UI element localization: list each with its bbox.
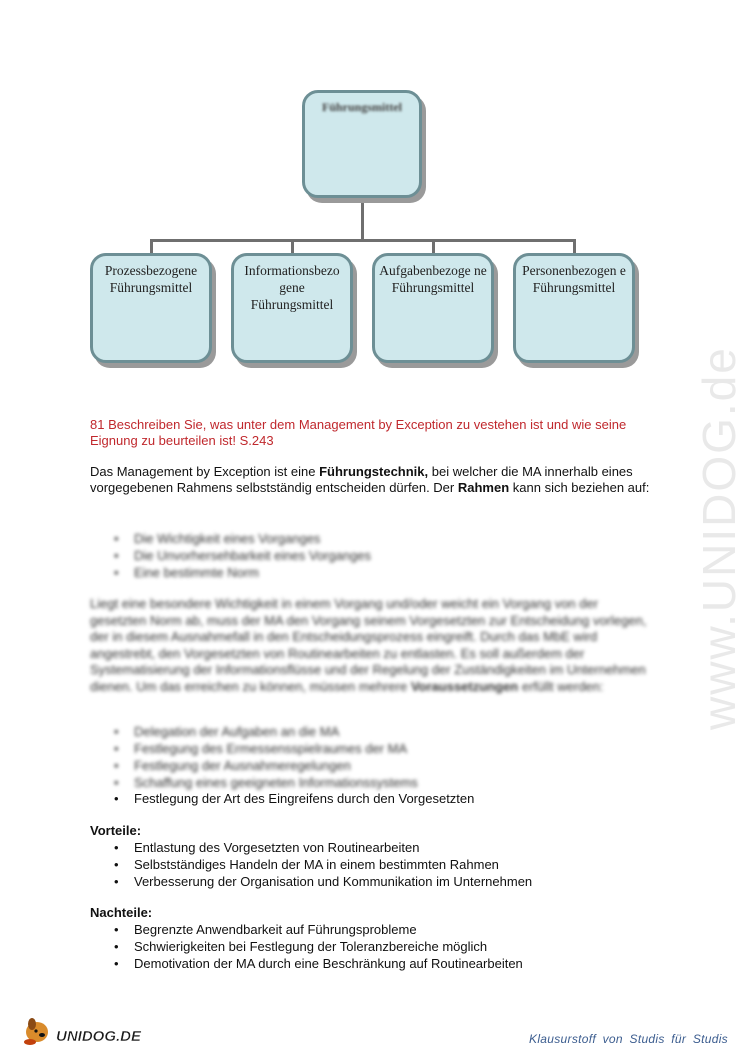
rahmen-list [90, 530, 650, 581]
intro-text-2: bei welcher die MA innerhalb eines vorgegebenen Rahmens selbstständig entscheiden dürfen. Der [90, 464, 633, 495]
connector-child-3 [432, 239, 435, 254]
vorteile-heading: Vorteile: [90, 823, 142, 838]
footer-tagline: Klausurstoff von Studis für Studis [529, 1032, 728, 1046]
logo-text: UNIDOG.DE [56, 1028, 142, 1045]
watermark-text: www.UNIDOG.de [693, 346, 745, 730]
list-item: • Schwierigkeiten bei Festlegung der Toleranzbereiche möglich [90, 938, 650, 955]
diagram-root-node [302, 90, 422, 198]
dog-logo-icon [22, 1012, 162, 1048]
diagram-node-aufgaben [372, 253, 494, 363]
list-item: • Delegation der Aufgaben an die MA [90, 723, 650, 740]
list-item: • Schaffung eines geeigneten Informationssystems [90, 774, 650, 791]
question-heading: 81 Beschreiben Sie, was unter dem Management by Exception zu vestehen ist und wie seine Eignung zu beurteilen ist! S.243 [90, 417, 627, 448]
blurred-paragraph-text: Liegt eine besondere Wichtigkeit in einem Vorgang und/oder weicht ein Vorgang von der gesetzten Norm ab, muss der MA den Vorgang seinem Vorgesetzten zur Entscheidung vorlegen, der in diesem Ausnahmefall in den Entscheidungsprozess eingreift. Durch das MbE wird angestrebt, den Vorgesetzten von Routinearbeiten zu entlasten. Es soll außerdem der Systematisierung der Informationsflüsse und der Regelung der Zuständigkeiten im Unternehmen dienen. Um das erreichen zu können, müssen mehrere [90, 596, 647, 694]
diagram-node-label: Prozessbezogene Führungsmittel [104, 263, 198, 295]
connector-child-4 [573, 239, 576, 254]
connector-child-2 [291, 239, 294, 254]
list-item: • Die Wichtigkeit eines Vorganges [90, 530, 650, 547]
list-item: • Die Unvorhersehbarkeit eines Vorganges [90, 547, 650, 564]
diagram-node-label: Aufgabenbezoge ne Führungsmittel [379, 263, 487, 295]
blurred-paragraph-tail: erfüllt werden: [518, 678, 604, 694]
list-item: • Festlegung der Ausnahmeregelungen [90, 757, 650, 774]
voraussetzungen-list-blurred [90, 723, 650, 791]
blurred-paragraph [90, 596, 650, 695]
intro-bold-fuehrungstechnik: Führungstechnik, [319, 464, 429, 479]
diagram-node-label: Personenbezogen e Führungsmittel [522, 263, 626, 295]
diagram-node-prozess [90, 253, 212, 363]
diagram-node-personen [513, 253, 635, 363]
unidog-logo [22, 1012, 162, 1048]
connector-horizontal [150, 239, 575, 242]
diagram-node-information [231, 253, 353, 363]
nachteile-heading: Nachteile: [90, 905, 153, 920]
diagram-node-label: Informationsbezo gene Führungsmittel [244, 263, 340, 312]
list-item: • Begrenzte Anwendbarkeit auf Führungsprobleme [90, 921, 650, 938]
diagram-root-label: Führungsmittel [321, 100, 402, 114]
list-item: • Festlegung des Ermessensspielraumes der MA [90, 740, 650, 757]
list-item: • Eine bestimmte Norm [90, 564, 650, 581]
intro-text-1: Das Management by Exception ist eine [90, 464, 320, 479]
nachteile-list [90, 921, 650, 972]
intro-text-3: kann sich beziehen auf: [509, 480, 650, 495]
list-item: • Demotivation der MA durch eine Beschränkung auf Routinearbeiten [90, 955, 650, 972]
blurred-paragraph-bold: Voraussetzungen [410, 678, 519, 694]
intro-bold-rahmen: Rahmen [457, 480, 510, 495]
connector-child-1 [150, 239, 153, 254]
voraussetzungen-list-last [90, 790, 650, 807]
list-item: • Verbesserung der Organisation und Kommunikation im Unternehmen [90, 873, 650, 890]
vorteile-list [90, 839, 650, 890]
list-item: • Festlegung der Art des Eingreifens durch den Vorgesetzten [90, 790, 650, 807]
connector-root-down [361, 198, 364, 240]
list-item: • Selbstständiges Handeln der MA in einem bestimmten Rahmen [90, 856, 650, 873]
fuehrungsmittel-diagram [0, 0, 750, 380]
list-item: • Entlastung des Vorgesetzten von Routinearbeiten [90, 839, 650, 856]
intro-paragraph [90, 464, 650, 496]
